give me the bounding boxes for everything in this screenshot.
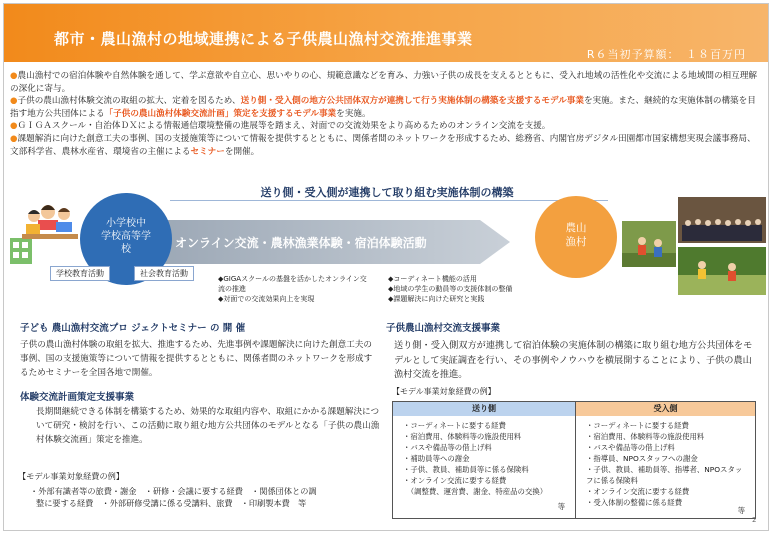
list-item: ・オンライン交流に要する経費 [403,476,507,485]
list-item: ・子供、教員、補助員等に係る保険料 [403,465,529,474]
list-item: （調整費、運営費、謝金、特産品の交換） [403,487,548,496]
seminar-title: 子ども 農山漁村交流プロ ジェクトセミナー の 開 催 [20,323,246,334]
right-feature-bullets: ◆コーディネート機能の活用 ◆地域の学生の動員等の支援体制の整備 ◆課題解決に向けた研究と実践 [388,275,513,303]
list-item: ・バスや備品等の借上げ料 [403,443,492,452]
receive-side-column [576,402,755,518]
bullet-icon: ● [10,71,18,81]
seminar-text: 子供の農山漁村体験の取組を拡大、推進するため、先進事例や課題解決に向けた創意工夫の事例、国の支援施策等について情報を提供するとともに、関係者間のネットワークを形成するためセミナーを全国各地で開催。 [20,340,373,378]
page-number: 2 [752,516,757,524]
intro-paragraph-4: ●課題解消に向けた創意工夫の事例、国の支援施策等について情報を提供するとともに、関係者間のネットワークを形成するため、総務省、内閣官房デジタル田園都市国家構想実現会議事務局、文部科学省、農林水産省、環境省の主催によるセミナーを開催。 [10,133,756,157]
activity-photos [622,197,766,297]
receive-etc: 等 [737,506,745,515]
list-item: ・宿泊費用、体験料等の施設使用料 [403,432,522,441]
list-item: フに係る保険料 [586,476,638,485]
bullet-icon: ● [10,121,18,132]
village-circle: 農山 漁村 [535,196,617,278]
list-item: ・受入体制の整備に係る経費 [586,498,683,507]
send-side-header: 送り側 [393,402,575,416]
section-title: 送り側・受入側が連携して取り組む実施体制の構築 [260,186,514,199]
list-item: ・バスや備品等の借上げ料 [586,443,675,452]
tag-school-education: 学校教育活動 [50,266,110,281]
header-banner [4,4,768,62]
page-title: 都市・農山漁村の地域連携による子供農山漁村交流推進事業 [54,30,473,48]
bullet-icon: ● [10,133,18,144]
intro-paragraph-2: ●子供の農山漁村体験交流の取組の拡大、定着を図るため、送り側・受入側の地方公共団体双方が連携して行う実施体制の構築を支援するモデル事業を実施。また、継続的な実施体制の構築を目指す地方公共団体による「子供の農山漁村体験交流計画」策定を支援するモデル事業を実施。 [10,96,756,119]
section-divider [170,200,608,201]
list-item: ・コーディネートに要する経費 [403,421,506,430]
support-project-title: 子供農山漁村交流支援事業 [386,323,501,334]
list-item: ・宿泊費用、体験料等の施設使用料 [586,432,705,441]
model-cost-list: 【モデル事業対象経費の例】 ・外部有識者等の旅費・謝金 ・研修・会議に要する経費 ・関係団体との調 整に要する経費 ・外部研修受講に係る受講料、旅費 ・印刷製本費 等 [18,471,317,508]
school-illustration-icon [8,198,88,270]
bullet-icon: ● [10,96,18,107]
cost-table [392,401,756,519]
list-item: ・オンライン交流に要する経費 [586,487,690,496]
budget-label: R６当初予算額： １８百万円 [586,48,746,61]
send-side-column [393,402,576,518]
plan-support-text: 長期間継続できる体制を構築するため、効果的な取組内容や、取組にかかる課題解決について研究・検討を行い、この活動に取り組む地方公共団体のモデルとなる「子供の農山漁村体験交流画」策定を推進。 [36,407,380,445]
left-feature-bullets: ◆GIGAスクールの基盤を活かしたオンライン交 流の推進 ◆対面での交流効果向上を実現 [218,275,367,303]
tag-social-education: 社会教育活動 [134,266,194,281]
send-etc: 等 [557,502,565,511]
school-circle: 小学校中 学校高等学 校 [80,193,172,285]
intro-text [10,70,764,158]
arrow-label: オンライン交流・農林漁業体験・宿泊体験活動 [175,236,427,250]
list-item: ・指導員、NPOスタッフへの謝金 [586,454,698,463]
cost-table-caption: 【モデル事業対象経費の例】 [392,387,496,396]
list-item: ・子供、教員、補助員等、指導者、NPOスタッ [586,465,743,474]
list-item: ・コーディネートに要する経費 [586,421,689,430]
intro-paragraph-1: ●農山漁村での宿泊体験や自然体験を通して、学ぶ意欲や自立心、思いやりの心、規範意識などを育み、力強い子供の成長を支えるとともに、受入れ地域の活性化や交流による地域間の相互理解の深化に寄与。 [10,71,757,94]
intro-paragraph-3: ●ＧＩＧＡスクール・自治体ＤＸによる情報通信環境整備の進展等を踏まえ、対面での交流効果をより高めるためのオンライン交流を支援。 [10,121,551,132]
receive-side-header: 受入側 [576,402,755,416]
plan-support-title: 体験交流計画策定支援事業 [20,392,135,403]
list-item: ・補助員等への謝金 [403,454,470,463]
support-project-text: 送り側・受入側双方が連携して宿泊体験の実施体制の構築に取り組む地方公共団体をモデルとして実証調査を行い、その事例やノウハウを横展開することにより、子供の農山漁村交流を推進。 [394,340,753,380]
